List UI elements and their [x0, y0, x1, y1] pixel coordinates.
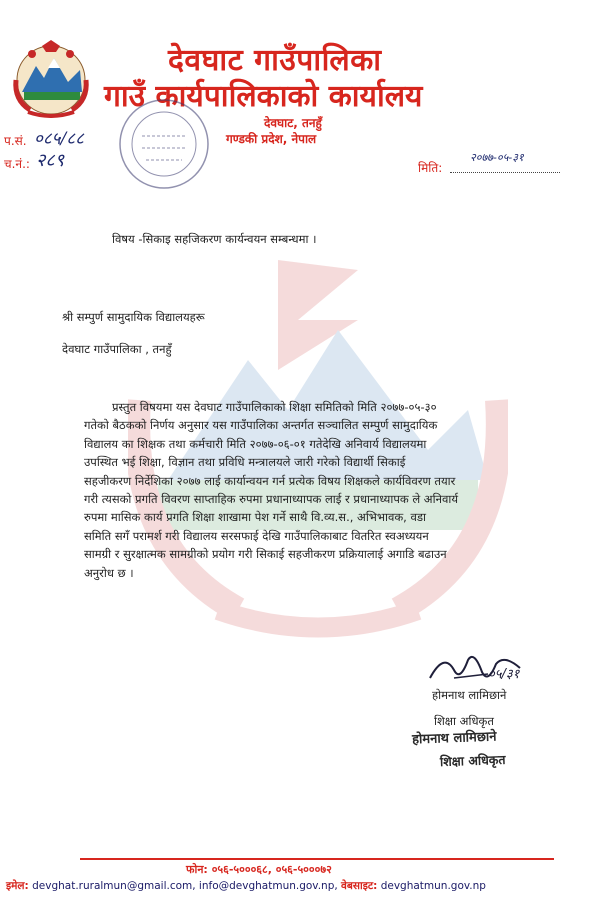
address-line-2: गण्डकी प्रदेश, नेपाल	[226, 132, 317, 146]
dispatch-no-label: च.नं.:	[4, 157, 30, 171]
footer-phone	[186, 862, 332, 877]
title-seal: शिक्षा अधिकृत	[439, 751, 506, 770]
date-value: २०७७-०५-३१	[470, 151, 524, 164]
recipient-line-2: देवघाट गाउँपालिका , तनहुँ	[62, 342, 172, 356]
org-subtitle: गाउँ कार्यपालिकाको कार्यालय	[104, 79, 423, 114]
website-value[interactable]: devghatmun.gov.np	[380, 880, 486, 892]
body-line: समिति सगँ परामर्श गरी विद्यालय सरसफाई देखि गाउँपालिकाबाट वितरित स्वअध्ययन	[84, 528, 429, 543]
date-label: मिति:	[418, 161, 443, 175]
body-line: सहजीकरण निर्देशिका २०७७ लाई कार्यान्वयन गर्न प्रत्येक विषय शिक्षकले कार्यविवरण तयार	[84, 473, 456, 488]
body-line: उपस्थित भई शिक्षा, विज्ञान तथा प्रविधि मन्त्रालयले जारी गरेको विद्यार्थी सिकाई	[84, 455, 406, 470]
dispatch-no-value: २८९	[36, 150, 65, 171]
phone-value: ०५६-५०००६८, ०५६-५०००७२	[211, 863, 332, 876]
body-line: विद्यालय का शिक्षक तथा कर्मचारी मिति २०७७-०६-०१ गतेदेखि अनिवार्य विद्यालयमा	[84, 436, 427, 451]
body-line: गतेको बैठकको निर्णय अनुसार यस गाउँपालिका अन्तर्गत सञ्चालित सम्पुर्ण सामुदायिक	[84, 418, 438, 433]
signatory-title: शिक्षा अधिकृत	[434, 714, 494, 728]
body-line: रुपमा मासिक कार्य प्रगति शिक्षा शाखामा पेश गर्ने साथै वि.व्य.स., अभिभावक, वडा	[84, 510, 427, 525]
body-line: अनुरोध छ ।	[84, 565, 134, 580]
email-label: इमेल:	[6, 880, 29, 892]
letter-body	[84, 398, 554, 582]
org-title: देवघाट गाउँपालिका	[168, 43, 382, 78]
address-line-1: देवघाट, तनहुँ	[264, 116, 322, 130]
signature-date: ०५/३१	[488, 667, 520, 682]
body-line: सामग्री र सुरक्षात्मक सामग्रीको प्रयोग गरी सिकाई सहजीकरण प्रक्रियालाई अगाडि बढाउन	[84, 547, 447, 562]
ref-no-label: प.सं.	[4, 134, 27, 148]
nepal-emblem-icon	[10, 40, 92, 118]
body-line: गरी त्यसको प्रगति विवरण साप्ताहिक रुपमा प्रधानाध्यापक लाई र प्रधानाध्यापक ले अनिवार्य	[84, 492, 458, 507]
email-value[interactable]: devghat.ruralmun@gmail.com, info@devghatmun.gov.np,	[32, 880, 338, 892]
name-seal: होमनाथ लामिछाने	[411, 729, 497, 748]
signatory-name: होमनाथ लामिछाने	[432, 688, 507, 702]
round-stamp-icon	[112, 96, 216, 192]
footer-contact	[6, 879, 486, 893]
ref-no-value: ०८५/८८	[34, 129, 84, 149]
letter-subject: विषय -सिकाइ सहजिकरण कार्यन्वयन सम्बन्धमा ।	[112, 232, 317, 246]
footer-divider	[80, 858, 554, 860]
body-line: प्रस्तुत विषयमा यस देवघाट गाउँपालिकाको शिक्षा समितिको मिति २०७७-०५-३०	[112, 400, 437, 414]
phone-label: फोन:	[186, 863, 208, 876]
recipient-line-1: श्री सम्पुर्ण सामुदायिक विद्यालयहरू	[62, 310, 205, 324]
website-label: वेबसाइट:	[341, 880, 378, 892]
